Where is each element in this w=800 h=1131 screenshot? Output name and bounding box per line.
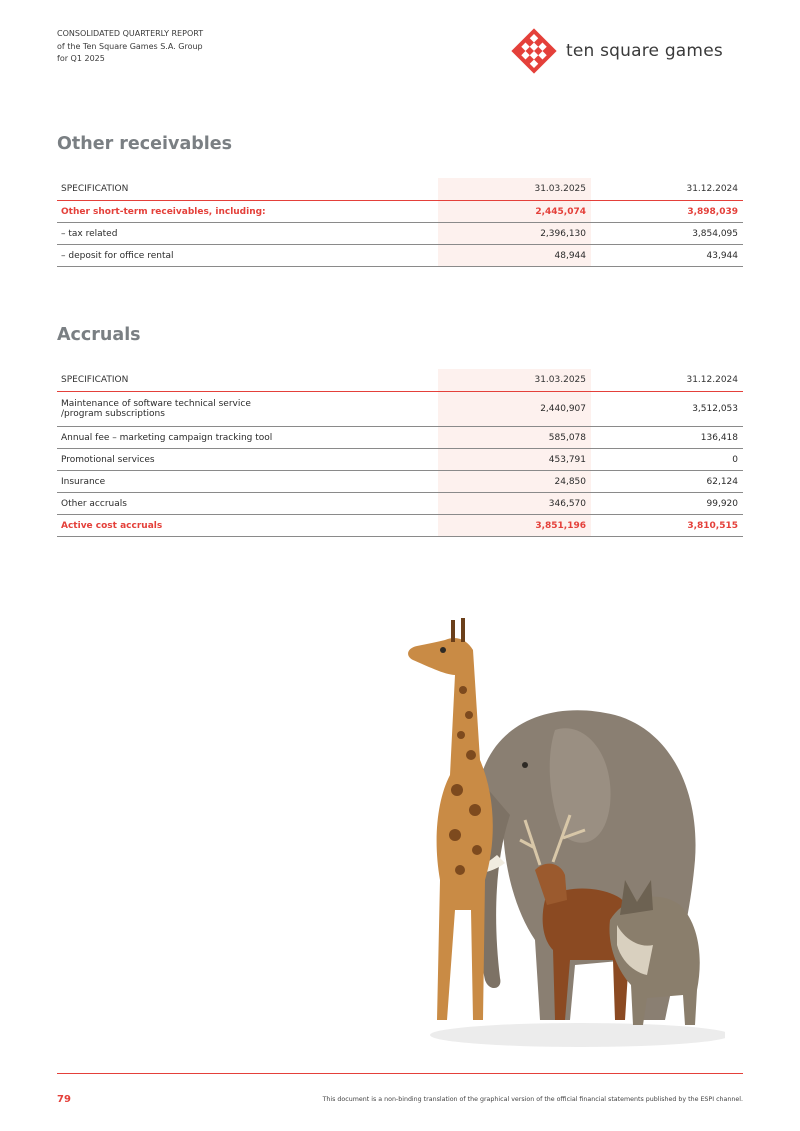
table-row bbox=[57, 392, 743, 427]
footer-disclaimer: This document is a non-binding translation of the graphical version of the official financial statements published by the ESPI channel. bbox=[322, 1096, 743, 1103]
row-label: – deposit for office rental bbox=[57, 245, 438, 267]
table-header-row bbox=[57, 369, 743, 392]
table-header-row bbox=[57, 178, 743, 201]
table-row bbox=[57, 471, 743, 493]
column-header-current: 31.03.2025 bbox=[438, 369, 591, 392]
section-title-other-receivables: Other receivables bbox=[57, 134, 233, 154]
column-header-specification: SPECIFICATION bbox=[57, 178, 438, 201]
footer-divider bbox=[57, 1073, 743, 1074]
table-row bbox=[57, 493, 743, 515]
table-row-total bbox=[57, 515, 743, 537]
row-value-current: 585,078 bbox=[438, 427, 591, 449]
table-row bbox=[57, 449, 743, 471]
row-value-current: 3,851,196 bbox=[438, 515, 591, 537]
row-value-prior: 3,898,039 bbox=[591, 201, 743, 223]
row-value-current: 24,850 bbox=[438, 471, 591, 493]
row-value-current: 2,396,130 bbox=[438, 223, 591, 245]
row-label: Other short-term receivables, including: bbox=[57, 201, 438, 223]
column-header-current: 31.03.2025 bbox=[438, 178, 591, 201]
row-value-current: 2,440,907 bbox=[438, 392, 591, 427]
row-label: Active cost accruals bbox=[57, 515, 438, 537]
row-label: – tax related bbox=[57, 223, 438, 245]
diamond-checker-logo-icon bbox=[511, 28, 557, 74]
row-value-prior: 0 bbox=[591, 449, 743, 471]
giraffe-image bbox=[408, 618, 493, 1020]
row-label: Promotional services bbox=[57, 449, 438, 471]
table-row bbox=[57, 245, 743, 267]
row-value-prior: 62,124 bbox=[591, 471, 743, 493]
row-value-prior: 43,944 bbox=[591, 245, 743, 267]
row-label: Other accruals bbox=[57, 493, 438, 515]
report-period: for Q1 2025 bbox=[57, 54, 105, 63]
table-row bbox=[57, 201, 743, 223]
report-header bbox=[57, 28, 203, 66]
accruals-table bbox=[57, 369, 743, 537]
row-value-current: 346,570 bbox=[438, 493, 591, 515]
animals-illustration bbox=[385, 580, 725, 1050]
row-value-current: 453,791 bbox=[438, 449, 591, 471]
logo-wordmark: ten square games bbox=[566, 41, 723, 61]
report-title: CONSOLIDATED QUARTERLY REPORT bbox=[57, 29, 204, 38]
row-value-prior: 3,854,095 bbox=[591, 223, 743, 245]
report-group: of the Ten Square Games S.A. Group bbox=[57, 41, 203, 51]
row-value-current: 48,944 bbox=[438, 245, 591, 267]
table-row bbox=[57, 223, 743, 245]
row-label: Insurance bbox=[57, 471, 438, 493]
column-header-prior: 31.12.2024 bbox=[591, 369, 743, 392]
row-label bbox=[57, 392, 438, 427]
row-value-prior: 3,810,515 bbox=[591, 515, 743, 537]
section-title-accruals: Accruals bbox=[57, 325, 141, 345]
row-value-current: 2,445,074 bbox=[438, 201, 591, 223]
row-label-line: Maintenance of software technical service bbox=[61, 398, 251, 409]
page-number: 79 bbox=[57, 1094, 71, 1105]
column-header-specification: SPECIFICATION bbox=[57, 369, 438, 392]
other-receivables-table bbox=[57, 178, 743, 267]
row-value-prior: 136,418 bbox=[591, 427, 743, 449]
column-header-prior: 31.12.2024 bbox=[591, 178, 743, 201]
table-row bbox=[57, 427, 743, 449]
company-logo bbox=[511, 28, 723, 74]
row-value-prior: 99,920 bbox=[591, 493, 743, 515]
row-value-prior: 3,512,053 bbox=[591, 392, 743, 427]
row-label-line: /program subscriptions bbox=[61, 409, 165, 419]
row-label: Annual fee – marketing campaign tracking tool bbox=[57, 427, 438, 449]
